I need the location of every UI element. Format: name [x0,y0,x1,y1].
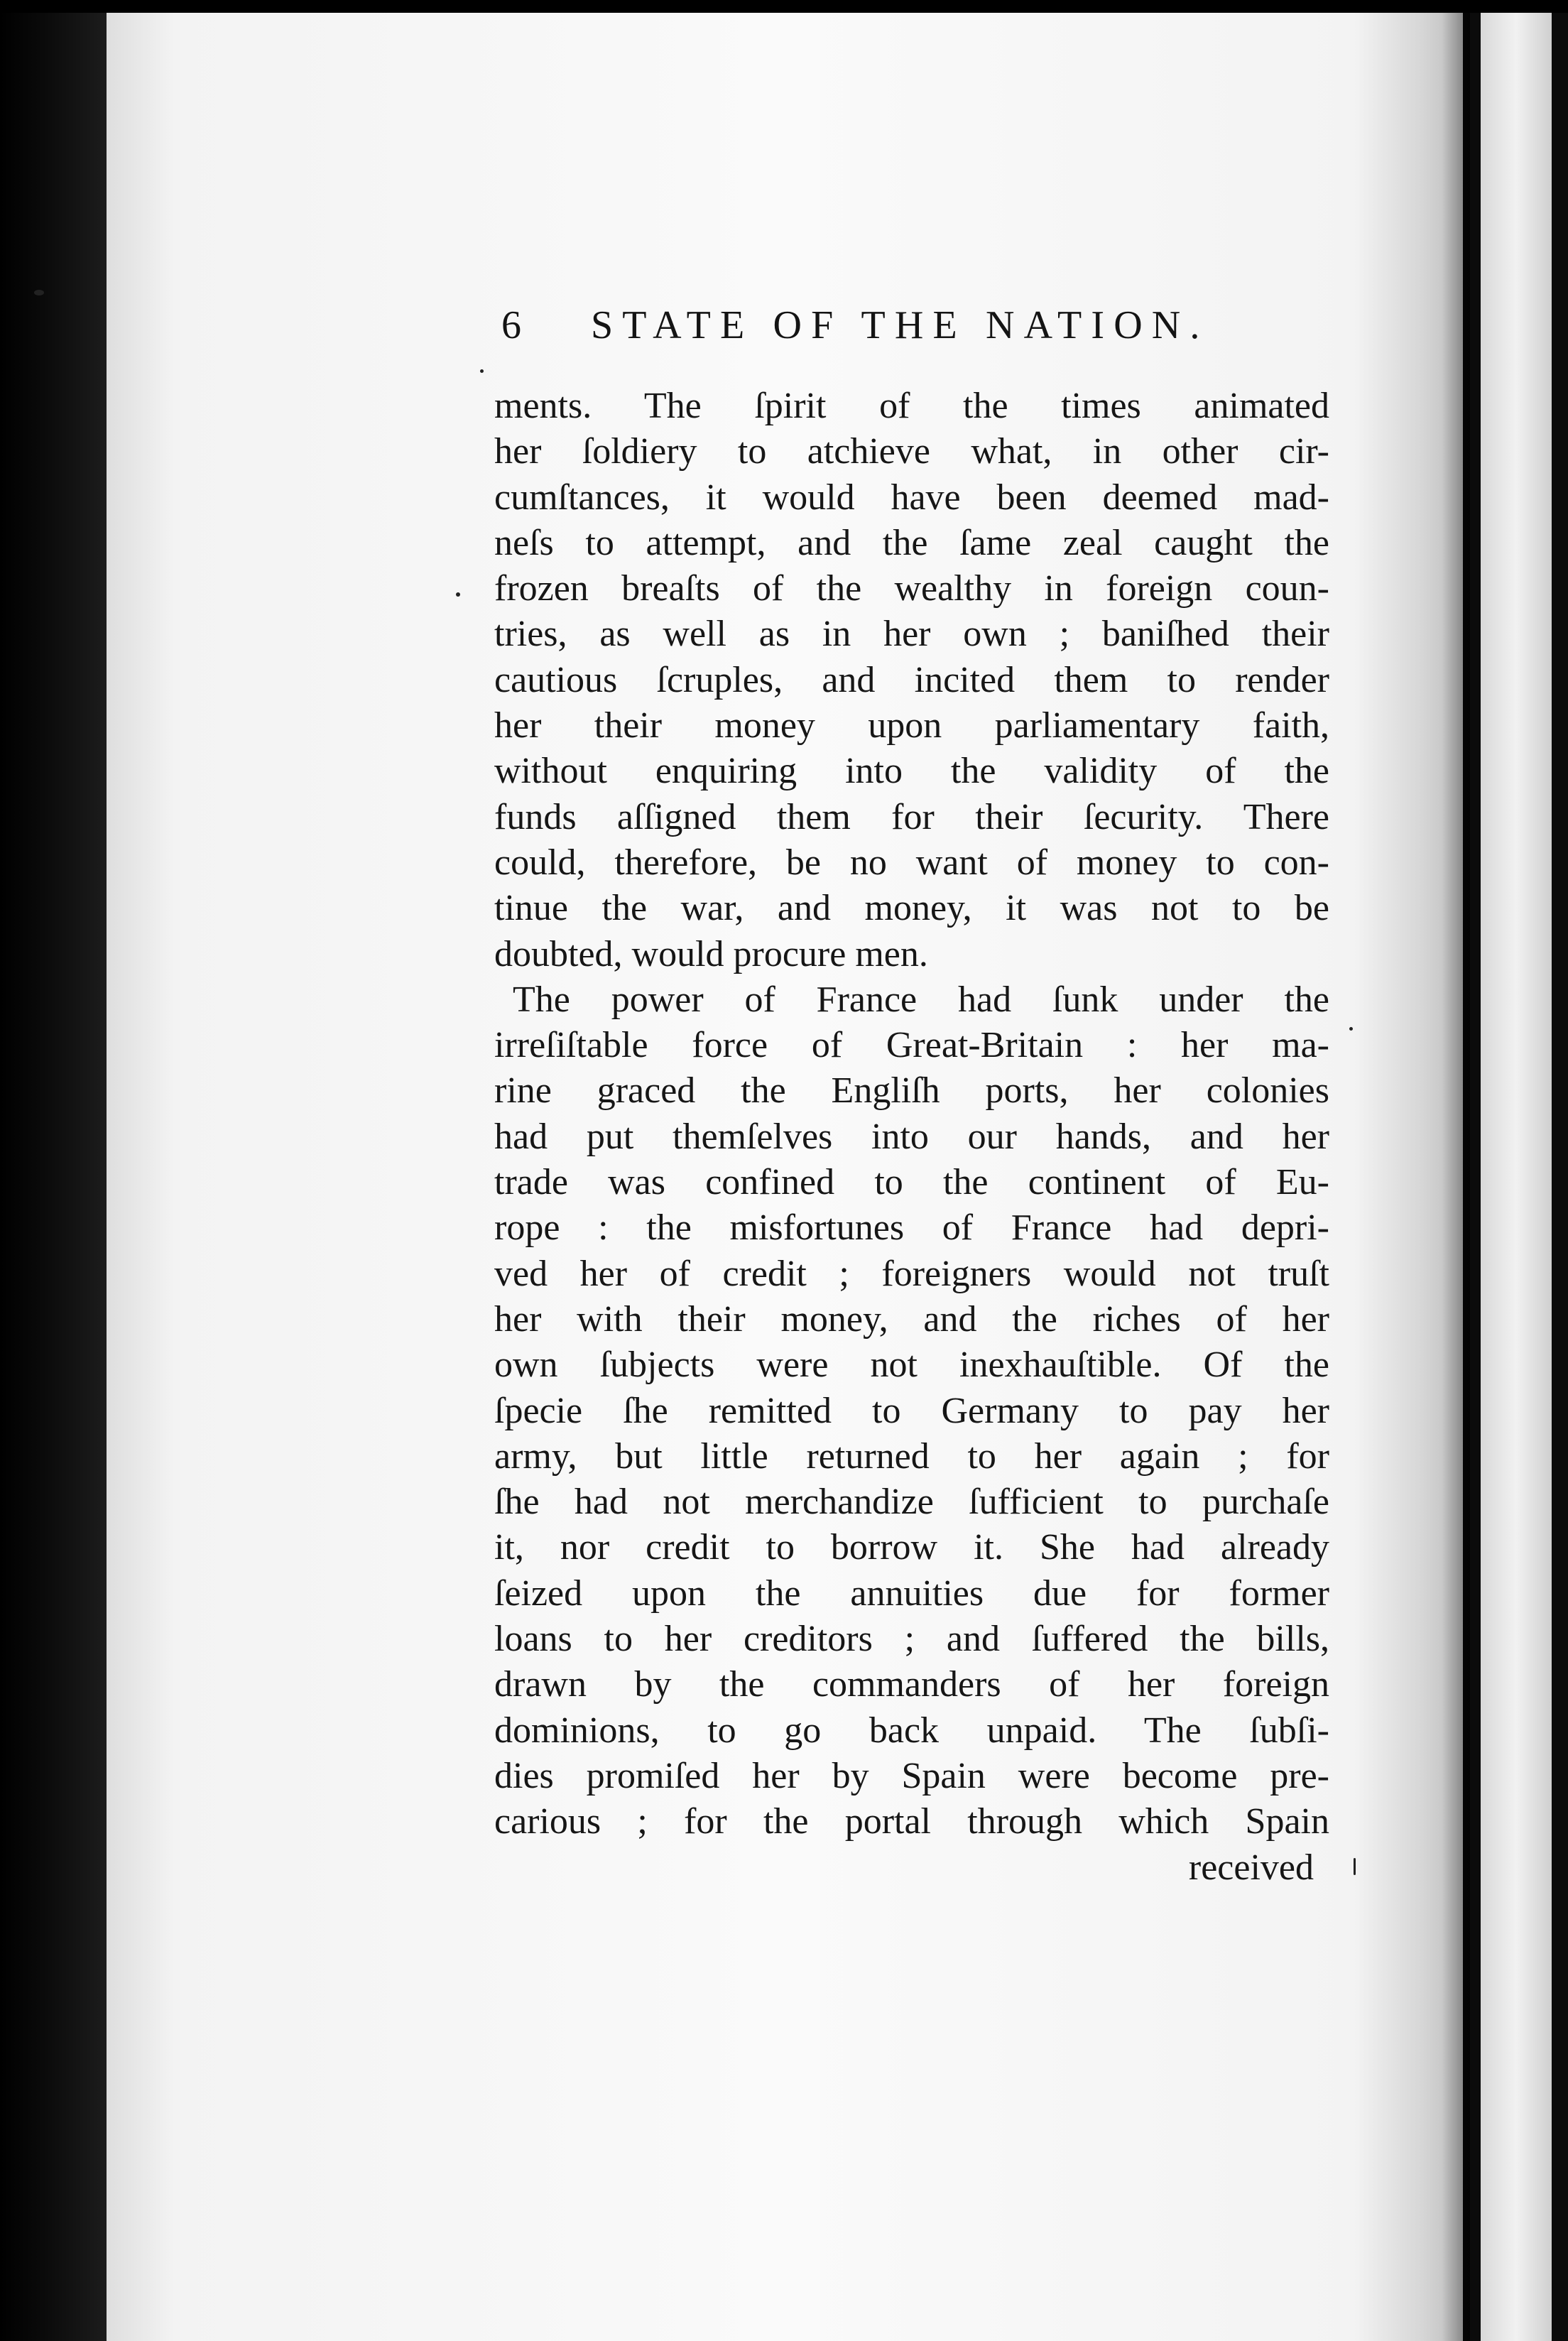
body-text [494,384,1329,1891]
text-line: dies promiſed her by Spain were become pre- [494,1755,1329,1796]
text-line: it, nor credit to borrow it. She had already [494,1527,1329,1568]
scan-speck [1354,1858,1356,1875]
text-line: rine graced the Engliſh ports, her colonies [494,1070,1329,1112]
text-line: ſpecie ſhe remitted to Germany to pay her [494,1390,1329,1431]
catchword: received [1188,1847,1314,1888]
text-line: rope : the misfortunes of France had depri- [494,1207,1329,1249]
page-header [501,303,1251,359]
paragraph-first-line: The power of France had ſunk under the [513,979,1329,1020]
text-line: loans to her creditors ; and ſuffered the bills, [494,1619,1329,1660]
text-line: could, therefore, be no want of money to con- [494,842,1329,883]
text-line: cumſtances, it would have been deemed mad- [494,477,1329,518]
left-scan-border [0,0,107,2341]
text-line: neſs to attempt, and the ſame zeal caught the [494,522,1329,563]
scan-speck [480,369,484,373]
text-line: without enquiring into the validity of the [494,751,1329,792]
top-scan-border [0,0,1568,13]
text-line: doubted, would procure men. [494,933,928,974]
text-line: had put themſelves into our hands, and her [494,1116,1329,1157]
text-line: her their money upon parliamentary faith, [494,705,1329,746]
scan-speck [456,592,460,597]
scan-speck [34,290,44,295]
text-line: ſhe had not merchandize ſufficient to purchaſe [494,1482,1329,1523]
text-line: cautious ſcruples, and incited them to render [494,659,1329,700]
text-line: frozen breaſts of the wealthy in foreign coun- [494,568,1329,609]
text-line: ments. The ſpirit of the times animated [494,386,1329,426]
text-line: her with their money, and the riches of her [494,1298,1329,1340]
page-gutter-shadow [1442,0,1470,2341]
text-line: trade was confined to the continent of Eu- [494,1162,1329,1203]
text-line: carious ; for the portal through which Spain [494,1801,1329,1842]
scan-speck [1349,1027,1353,1031]
text-line: irreſiſtable force of Great-Britain : her ma- [494,1025,1329,1066]
text-line: tinue the war, and money, it was not to be [494,888,1329,929]
adjacent-page-edge [1481,0,1552,2341]
text-line: ved her of credit ; foreigners would not truſt [494,1253,1329,1294]
page-number: 6 [501,303,521,347]
text-line: ſeized upon the annuities due for former [494,1573,1329,1614]
text-line: tries, as well as in her own ; baniſhed their [494,614,1329,655]
text-line: army, but little returned to her again ; for [494,1435,1329,1477]
text-line: her ſoldiery to atchieve what, in other cir- [494,431,1329,472]
running-head: STATE OF THE NATION. [591,303,1209,347]
text-line: dominions, to go back unpaid. The ſubſi- [494,1710,1329,1751]
text-line: own ſubjects were not inexhauſtible. Of the [494,1345,1329,1386]
text-line: drawn by the commanders of her foreign [494,1664,1329,1705]
text-line: funds aſſigned them for their ſecurity. There [494,796,1329,837]
